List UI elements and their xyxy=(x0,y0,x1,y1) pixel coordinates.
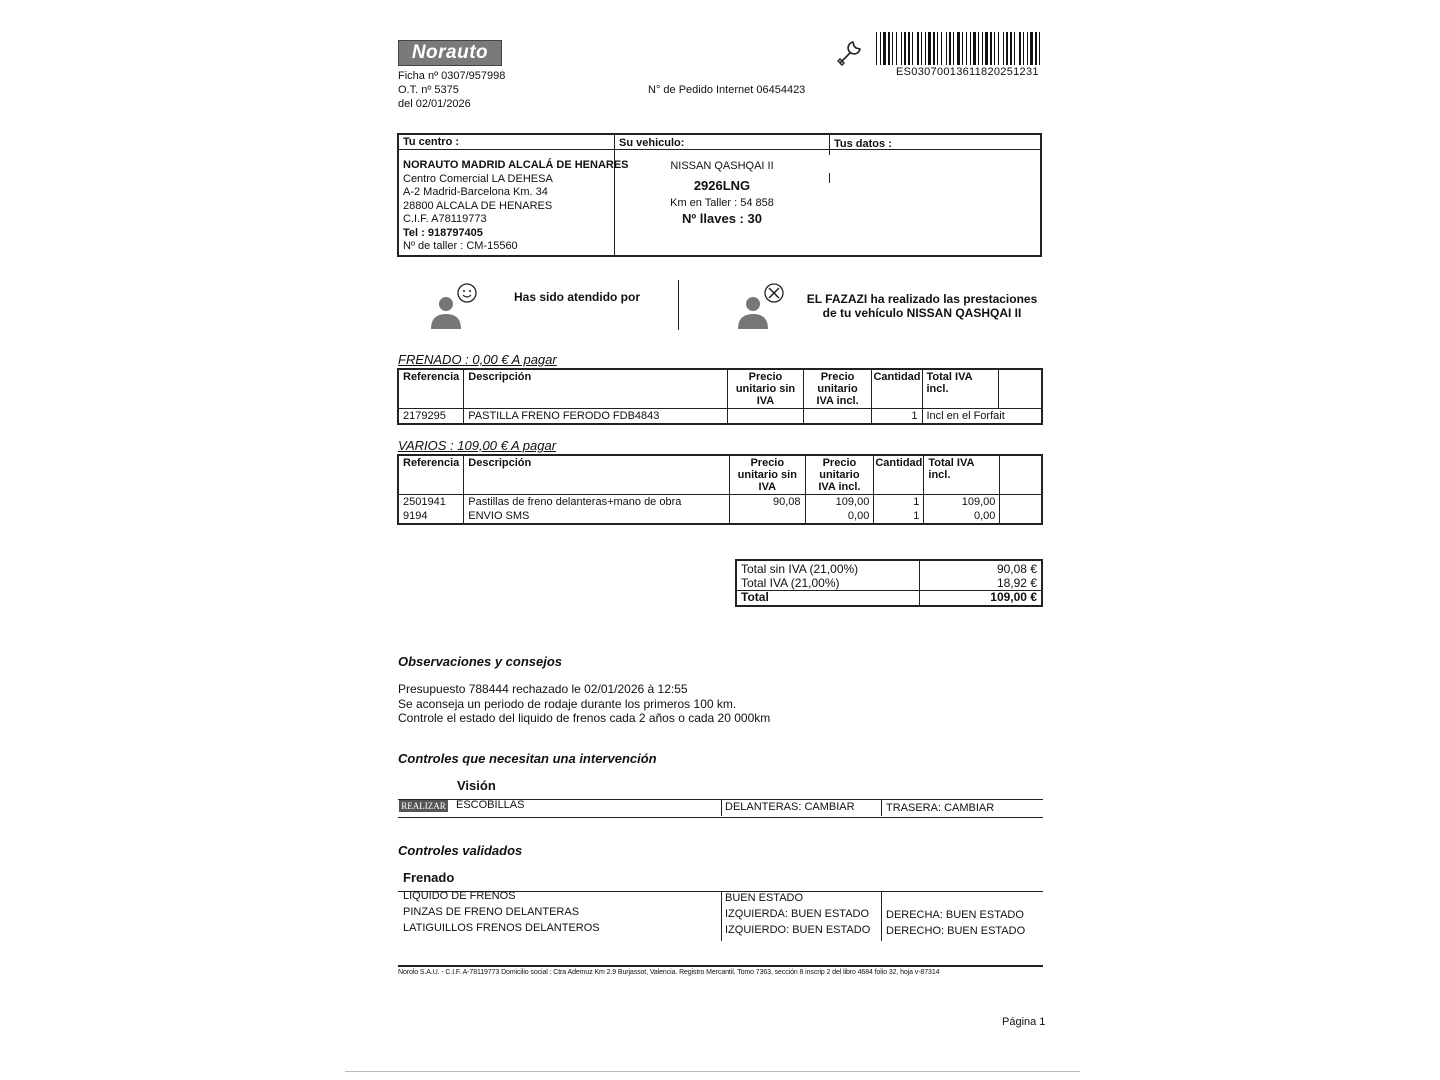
header-info xyxy=(398,69,505,111)
table-row: 2501941 Pastillas de freno delanteras+mano de obra 90,08 109,00 1 109,00 xyxy=(398,495,1042,510)
centro-details xyxy=(403,159,629,254)
observacion-line2: Se aconseja un periodo de rodaje durante los primeros 100 km. xyxy=(398,696,737,711)
table-header-row xyxy=(398,455,1042,495)
frenado-table xyxy=(397,368,1043,425)
col-total: Total IVA incl. xyxy=(924,455,1000,495)
wrench-icon xyxy=(834,38,864,68)
centro-tel: Tel : 918797405 xyxy=(403,226,483,239)
total-sin-iva-value: 90,08 € xyxy=(996,562,1037,576)
escobillas-item: ESCOBILLAS xyxy=(456,799,525,811)
vehiculo-details xyxy=(615,160,829,226)
centro-cif: C.I.F. A78119773 xyxy=(403,213,487,225)
col-precio-sin: Precio unitario sin IVA xyxy=(728,369,803,409)
vision-group-title: Visión xyxy=(457,778,496,793)
validado-col1: IZQUIERDO: BUEN ESTADO xyxy=(725,924,871,936)
vehiculo-heading: Su vehiculo: xyxy=(619,137,685,149)
table-row: 2179295 PASTILLA FRENO FERODO FDB4843 1 Incl en el Forfait xyxy=(398,409,1042,425)
ot-number: O.T. nº 5375 xyxy=(398,84,459,96)
total-iva-value: 18,92 € xyxy=(996,576,1037,590)
barcode-text: ES03070013611820251231 xyxy=(896,66,1039,78)
ficha-number: Ficha nº 0307/957998 xyxy=(398,70,506,82)
validado-item: PINZAS DE FRENO DELANTERAS xyxy=(403,906,580,918)
validado-item: LIQUIDO DE FRENOS xyxy=(403,890,516,902)
attended-by-label: Has sido atendido por xyxy=(514,290,641,304)
mechanic-line1: EL FAZAZI ha realizado las prestaciones xyxy=(806,292,1038,306)
total-value: 109,00 € xyxy=(990,590,1037,604)
vehicle-plate: 2926LNG xyxy=(693,178,751,193)
escobillas-delanteras: DELANTERAS: CAMBIAR xyxy=(725,801,855,813)
vehicle-km: Km en Taller : 54 858 xyxy=(670,197,774,209)
observacion-line3: Controle el estado del liquido de frenos cada 2 años o cada 20 000km xyxy=(398,711,771,725)
observaciones-title: Observaciones y consejos xyxy=(398,654,563,669)
centro-line1: Centro Comercial LA DEHESA xyxy=(403,172,553,185)
validado-col1: BUEN ESTADO xyxy=(725,892,804,904)
document-date: del 02/01/2026 xyxy=(398,98,471,110)
frenado-title: FRENADO : 0,00 € A pagar xyxy=(398,352,557,367)
totals-box xyxy=(735,559,1043,607)
pedido-number: N° de Pedido Internet 06454423 xyxy=(648,84,806,96)
controles-intervencion-title: Controles que necesitan una intervención xyxy=(398,751,657,766)
col-ref: Referencia xyxy=(398,369,464,409)
varios-table xyxy=(397,454,1043,525)
col-cantidad: Cantidad xyxy=(872,369,922,409)
vehicle-keys: Nº llaves : 30 xyxy=(682,211,762,226)
col-cantidad: Cantidad xyxy=(874,455,924,495)
col-ref: Referencia xyxy=(398,455,464,495)
observacion-line1: Presupuesto 788444 rechazado le 02/01/2026 à 12:55 xyxy=(398,682,688,696)
attention-divider xyxy=(678,280,679,330)
logo-text: Norauto xyxy=(411,42,489,63)
barcode xyxy=(876,32,1044,65)
info-box xyxy=(397,133,1042,257)
centro-line3: 28800 ALCALA DE HENARES xyxy=(403,199,553,212)
validado-col2: DERECHO: BUEN ESTADO xyxy=(886,925,1026,937)
centro-name: NORAUTO MADRID ALCALÁ DE HENARES xyxy=(403,159,629,171)
mechanic-avatar-icon xyxy=(735,282,787,330)
vehicle-model: NISSAN QASHQAI II xyxy=(670,160,774,172)
col-desc: Descripción xyxy=(464,369,728,409)
controles-validados-title: Controles validados xyxy=(398,843,523,858)
validado-col1: IZQUIERDA: BUEN ESTADO xyxy=(725,908,870,920)
mechanic-text xyxy=(800,292,1044,320)
varios-title: VARIOS : 109,00 € A pagar xyxy=(398,438,557,453)
total-label: Total xyxy=(741,590,769,604)
col-precio-con: Precio unitario IVA incl. xyxy=(805,455,874,495)
table-header-row xyxy=(398,369,1042,409)
total-sin-iva-label: Total sin IVA (21,00%) xyxy=(741,562,859,576)
col-precio-sin: Precio unitario sin IVA xyxy=(730,455,805,495)
datos-heading: Tus datos : xyxy=(834,138,892,150)
observaciones-text xyxy=(398,682,770,726)
centro-heading: Tu centro : xyxy=(403,136,460,148)
centro-line2: A-2 Madrid-Barcelona Km. 34 xyxy=(403,186,548,198)
centro-taller: Nº de taller : CM-15560 xyxy=(403,240,518,252)
validado-item: LATIGUILLOS FRENOS DELANTEROS xyxy=(403,922,600,934)
realizar-badge: REALIZAR xyxy=(399,800,448,812)
col-precio-con: Precio unitario IVA incl. xyxy=(803,369,872,409)
page-number: Página 1 xyxy=(1002,1016,1046,1028)
col-total: Total IVA incl. xyxy=(922,369,999,409)
footer-legal: Norolo S.A.U. - C.I.F. A-78119773 Domicilio social : Ctra Ademuz Km 2.9 Burjassot, Valencia. Registro Mercantil. Tomo 7363, sección 8 inscrip 2 del libro 4684 folio 32, hoja v-87314 xyxy=(398,969,940,976)
col-desc: Descripción xyxy=(464,455,730,495)
norauto-logo xyxy=(398,40,502,66)
frenado-group-title: Frenado xyxy=(403,870,455,885)
total-iva-label: Total IVA (21,00%) xyxy=(741,576,840,590)
escobillas-trasera: TRASERA: CAMBIAR xyxy=(886,802,995,814)
table-row: 9194 ENVIO SMS 0,00 1 0,00 xyxy=(398,509,1042,524)
mechanic-line2: de tu vehículo NISSAN QASHQAI II xyxy=(822,306,1022,320)
validado-col2: DERECHA: BUEN ESTADO xyxy=(886,909,1024,921)
advisor-avatar-icon xyxy=(428,282,480,330)
